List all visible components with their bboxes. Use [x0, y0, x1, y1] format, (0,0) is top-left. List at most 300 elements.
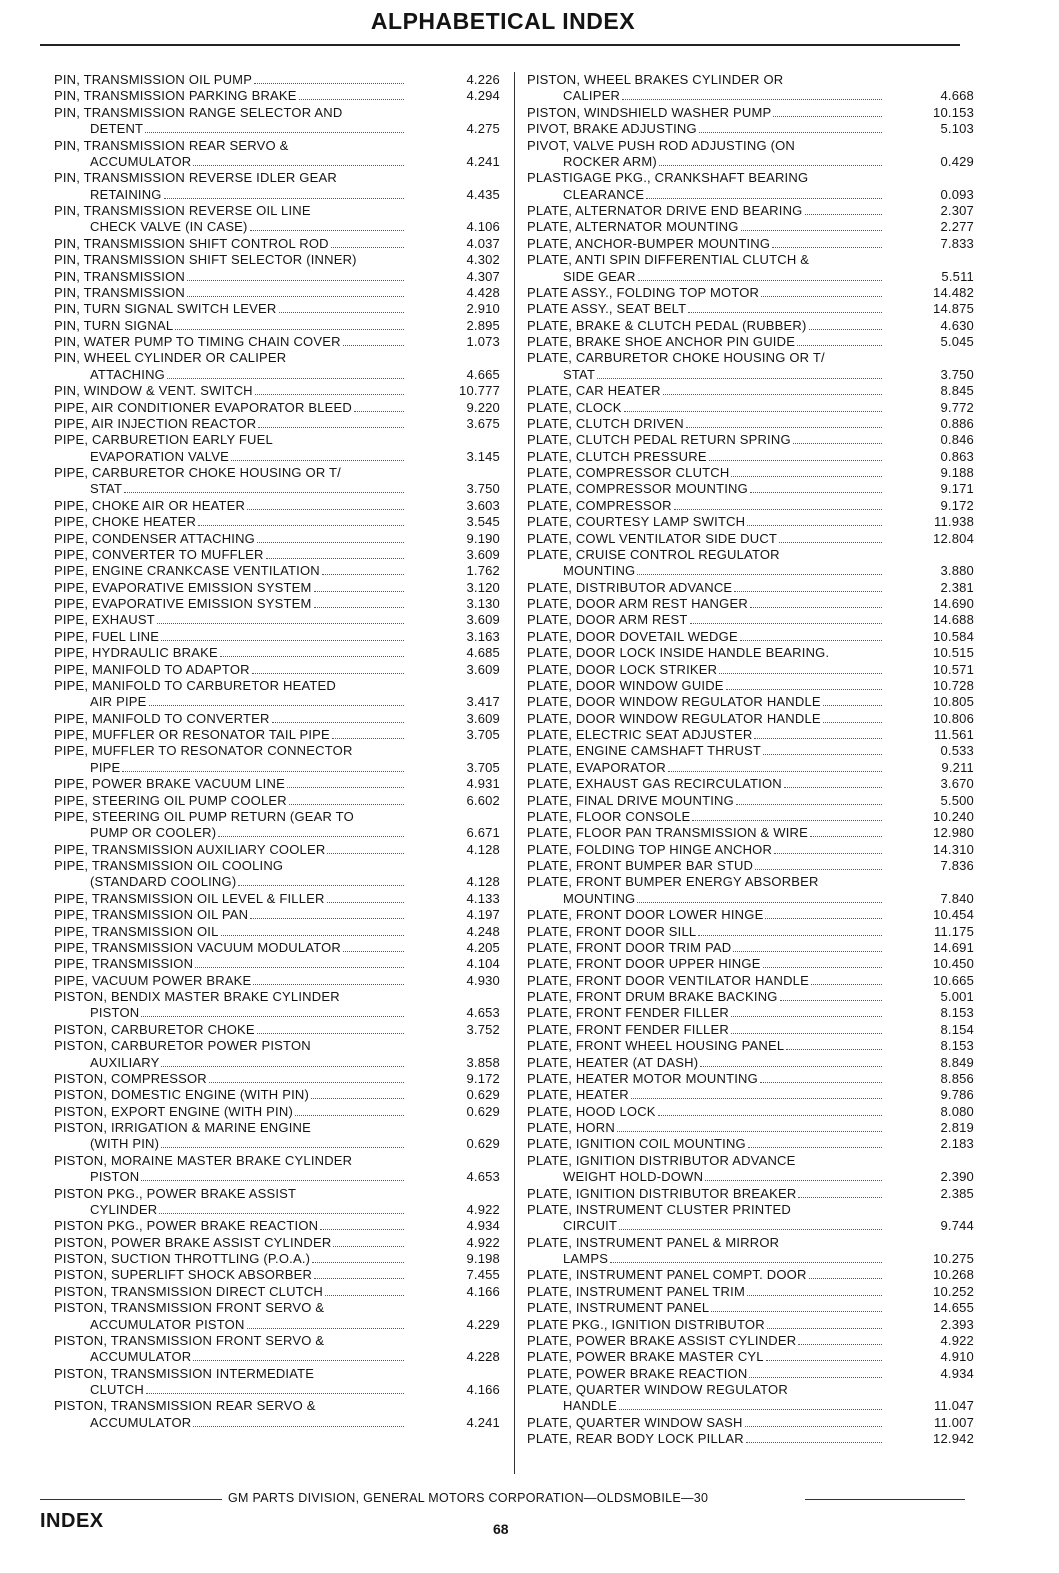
entry-text: CALIPER [563, 88, 621, 104]
page-reference: 0.629 [466, 1136, 500, 1152]
entry-text: PIVOT, BRAKE ADJUSTING [527, 121, 697, 137]
index-entry [54, 1087, 500, 1103]
entry-text: PIN, TRANSMISSION SHIFT SELECTOR (INNER) [54, 252, 357, 268]
entry-text: PIPE, EVAPORATIVE EMISSION SYSTEM [54, 579, 312, 595]
page-reference: 9.172 [466, 1070, 500, 1086]
page-reference: 12.804 [933, 530, 974, 546]
entry-text: PLATE, EXHAUST GAS RECIRCULATION [527, 776, 782, 792]
entry-text: PLATE, FRONT DOOR LOWER HINGE [527, 907, 764, 923]
dot-leader [637, 574, 882, 575]
index-column-left [54, 72, 500, 1431]
dot-leader [700, 1066, 882, 1067]
page-reference: 4.685 [466, 645, 500, 661]
dot-leader [221, 935, 404, 936]
index-entry [527, 138, 974, 154]
index-entry [54, 1267, 500, 1283]
page-reference: 9.220 [466, 399, 500, 415]
dot-leader [320, 1229, 404, 1230]
page-reference: 7.836 [940, 858, 974, 873]
page-reference: 14.875 [933, 301, 974, 317]
index-entry [527, 1022, 974, 1038]
page-reference: 3.120 [466, 579, 500, 595]
page-reference: 12.942 [933, 1431, 974, 1447]
entry-text: PLATE, HEATER [527, 1087, 629, 1103]
entry-text: PIN, TURN SIGNAL [54, 317, 174, 333]
entry-text: CIRCUIT [563, 1218, 618, 1234]
page-reference: 5.103 [940, 121, 974, 137]
entry-text: PLATE PKG., IGNITION DISTRIBUTOR [527, 1316, 765, 1332]
entry-text: PIPE, TRANSMISSION VACUUM MODULATOR [54, 939, 342, 955]
entry-text: PLATE, IGNITION COIL MOUNTING [527, 1136, 746, 1152]
entry-text: PLATE, FRONT BUMPER BAR STUD [527, 858, 754, 873]
dot-leader [167, 378, 404, 379]
dot-leader [122, 771, 404, 772]
entry-text: PLATE, COMPRESSOR CLUTCH [527, 465, 730, 480]
index-entry [54, 400, 500, 416]
dot-leader [332, 738, 404, 739]
entry-text: PLATE, FRONT DOOR TRIM PAD [527, 939, 732, 955]
index-entry [527, 1415, 974, 1431]
entry-text: RETAINING [90, 186, 162, 202]
index-entry [527, 1284, 974, 1300]
entry-text: PLATE, IGNITION DISTRIBUTOR ADVANCE [527, 1152, 796, 1168]
dot-leader [258, 427, 404, 428]
dot-leader [333, 1246, 404, 1247]
page-reference: 6.602 [466, 792, 500, 808]
entry-text: PIPE, EXHAUST [54, 612, 155, 628]
page-reference: 9.188 [940, 465, 974, 480]
index-entry [54, 72, 500, 88]
entry-text: PIN, TRANSMISSION PARKING BRAKE [54, 88, 297, 104]
index-entry [54, 547, 500, 563]
page-reference: 9.190 [466, 530, 500, 546]
index-entry [527, 1104, 974, 1120]
dot-leader [187, 280, 404, 281]
index-entry [527, 285, 974, 301]
index-entry [54, 678, 500, 694]
page-reference: 2.390 [940, 1169, 974, 1185]
dot-leader [731, 1033, 882, 1034]
index-entry [527, 776, 974, 792]
dot-leader [299, 99, 404, 100]
dot-leader [763, 967, 882, 968]
dot-leader [779, 542, 882, 543]
page-reference: 4.128 [466, 874, 500, 890]
entry-text: ACCUMULATOR [90, 1414, 192, 1430]
page-reference: 3.145 [466, 448, 500, 464]
page-reference: 0.629 [466, 1087, 500, 1103]
page-reference: 9.772 [940, 399, 974, 415]
dot-leader [780, 1000, 882, 1001]
page-reference: 8.153 [940, 1038, 974, 1054]
index-entry [54, 645, 500, 661]
dot-leader [767, 1328, 882, 1329]
entry-text: PISTON, DOMESTIC ENGINE (WITH PIN) [54, 1087, 310, 1103]
page-reference: 12.980 [933, 825, 974, 841]
entry-text: PLATE, CLOCK [527, 399, 622, 415]
footer-credit: GM PARTS DIVISION, GENERAL MOTORS CORPORATION—OLDSMOBILE—30 [228, 1491, 709, 1505]
entry-text: PLATE, INSTRUMENT PANEL TRIM [527, 1283, 745, 1299]
entry-text: PLATE, DOOR ARM REST [527, 612, 688, 628]
index-entry [54, 1153, 500, 1169]
entry-text: PISTON, TRANSMISSION FRONT SERVO & [54, 1300, 325, 1316]
entry-text: PLATE, HORN [527, 1120, 615, 1135]
page-reference: 10.252 [933, 1283, 974, 1299]
page-reference: 4.653 [466, 1169, 500, 1185]
entry-text: PIN, WHEEL CYLINDER OR CALIPER [54, 350, 287, 366]
dot-leader [146, 1393, 404, 1394]
page-reference: 3.675 [466, 415, 500, 431]
entry-text: PISTON PKG., POWER BRAKE REACTION [54, 1218, 319, 1234]
entry-text: PLATE, REAR BODY LOCK PILLAR [527, 1431, 744, 1447]
entry-text: PIPE, MUFFLER TO RESONATOR CONNECTOR [54, 743, 353, 759]
index-entry [527, 612, 974, 628]
index-entry [54, 1120, 500, 1136]
page-reference: 8.856 [940, 1070, 974, 1086]
index-entry-continuation [527, 891, 974, 907]
dot-leader [659, 165, 882, 166]
entry-text: PLATE, FRONT FENDER FILLER [527, 1005, 729, 1021]
dot-leader [327, 853, 404, 854]
index-entry [527, 121, 974, 137]
entry-text: PIPE, CARBURETOR CHOKE HOUSING OR T/ [54, 465, 341, 480]
page-reference: 2.183 [940, 1136, 974, 1152]
dot-leader [686, 427, 882, 428]
dot-leader [726, 689, 882, 690]
entry-text: ACCUMULATOR [90, 153, 192, 169]
entry-text: PLATE, IGNITION DISTRIBUTOR BREAKER [527, 1185, 797, 1201]
page-reference: 0.429 [940, 153, 974, 169]
page-reference: 3.750 [940, 366, 974, 382]
dot-leader [798, 1197, 882, 1198]
index-entry [54, 334, 500, 350]
page-reference: 4.275 [466, 121, 500, 137]
index-entry-continuation [54, 1382, 500, 1398]
page-number: 68 [493, 1521, 509, 1537]
page-reference: 4.910 [940, 1349, 974, 1365]
page-reference: 0.846 [940, 432, 974, 448]
page-reference: 9.172 [940, 497, 974, 513]
index-entry [527, 956, 974, 972]
index-entry [527, 514, 974, 530]
dot-leader [343, 345, 404, 346]
dot-leader [809, 1278, 882, 1279]
dot-leader [736, 804, 882, 805]
dot-leader [149, 705, 404, 706]
index-entry [54, 580, 500, 596]
dot-leader [774, 853, 882, 854]
index-entry-continuation [54, 219, 500, 235]
dot-leader [772, 247, 882, 248]
page-reference: 14.688 [933, 612, 974, 628]
index-entry-continuation [54, 449, 500, 465]
entry-text: ACCUMULATOR PISTON [90, 1316, 245, 1332]
entry-text: SIDE GEAR [563, 268, 636, 284]
dot-leader [658, 1115, 882, 1116]
dot-leader [823, 705, 882, 706]
dot-leader [272, 722, 404, 723]
dot-leader [250, 230, 404, 231]
page-reference: 4.665 [466, 366, 500, 382]
dot-leader [312, 1262, 404, 1263]
index-entry [527, 1005, 974, 1021]
page-reference: 4.037 [466, 235, 500, 251]
index-entry [527, 334, 974, 350]
index-entry [527, 449, 974, 465]
dot-leader [773, 116, 882, 117]
dot-leader [690, 623, 882, 624]
index-entry [527, 809, 974, 825]
index-entry [54, 350, 500, 366]
entry-text: HANDLE [563, 1398, 617, 1414]
dot-leader [354, 411, 404, 412]
entry-text: PIN, TRANSMISSION [54, 268, 186, 284]
entry-text: ROCKER ARM) [563, 153, 657, 169]
index-entry [54, 1071, 500, 1087]
page-reference: 2.385 [940, 1185, 974, 1201]
page-reference: 9.744 [940, 1218, 974, 1234]
page-reference: 10.275 [933, 1251, 974, 1266]
entry-text: PIN, TRANSMISSION REVERSE IDLER GEAR [54, 170, 337, 186]
dot-leader [231, 460, 404, 461]
index-entry [527, 383, 974, 399]
index-entry [54, 383, 500, 399]
index-entry [54, 236, 500, 252]
index-entry [527, 416, 974, 432]
index-entry [54, 432, 500, 448]
entry-text: PIPE, EVAPORATIVE EMISSION SYSTEM [54, 596, 312, 611]
page-reference: 14.690 [933, 596, 974, 611]
dot-leader [619, 1409, 882, 1410]
dot-leader [709, 460, 882, 461]
dot-leader [631, 1098, 882, 1099]
entry-text: PIPE, ENGINE CRANKCASE VENTILATION [54, 563, 320, 579]
index-entry [527, 465, 974, 481]
entry-text: PLATE, ELECTRIC SEAT ADJUSTER [527, 727, 753, 742]
entry-text: PIPE, CHOKE AIR OR HEATER [54, 497, 246, 513]
index-entry [527, 236, 974, 252]
index-entry [54, 498, 500, 514]
index-entry [54, 252, 500, 268]
entry-text: PIN, TRANSMISSION RANGE SELECTOR AND [54, 104, 343, 120]
dot-leader [257, 1033, 404, 1034]
entry-text: PLATE, INSTRUMENT PANEL & MIRROR [527, 1234, 780, 1250]
index-entry-continuation [527, 367, 974, 383]
index-entry [527, 498, 974, 514]
entry-text: PISTON, IRRIGATION & MARINE ENGINE [54, 1120, 311, 1135]
index-entry [54, 203, 500, 219]
page-reference: 3.545 [466, 514, 500, 530]
index-entry [527, 760, 974, 776]
index-entry-continuation [54, 1349, 500, 1365]
index-entry [54, 940, 500, 956]
entry-text: AUXILIARY [90, 1054, 160, 1070]
entry-text: PISTON, CARBURETOR CHOKE [54, 1021, 255, 1037]
dot-leader [741, 230, 882, 231]
dot-leader [765, 918, 882, 919]
index-entry [527, 858, 974, 874]
entry-text: PLATE, ANTI SPIN DIFFERENTIAL CLUTCH & [527, 252, 810, 268]
index-entry [54, 514, 500, 530]
entry-text: LAMPS [563, 1251, 609, 1266]
page-reference: 10.806 [933, 710, 974, 726]
index-entry-continuation [54, 1202, 500, 1218]
dot-leader [254, 83, 404, 84]
entry-text: PLATE, ENGINE CAMSHAFT THRUST [527, 743, 762, 759]
dot-leader [218, 836, 404, 837]
index-entry [54, 1398, 500, 1414]
page-reference: 8.154 [940, 1021, 974, 1037]
index-entry [527, 694, 974, 710]
dot-leader [322, 574, 404, 575]
page-reference: 4.133 [466, 890, 500, 906]
index-entry [54, 776, 500, 792]
dot-leader [193, 1360, 404, 1361]
index-entry [54, 1235, 500, 1251]
entry-text: STAT [90, 481, 123, 497]
page-reference: 4.922 [466, 1234, 500, 1250]
entry-text: PLATE, HOOD LOCK [527, 1103, 656, 1119]
index-entry [527, 793, 974, 809]
index-entry-continuation [527, 1169, 974, 1185]
page-reference: 10.153 [933, 104, 974, 120]
page-reference: 10.454 [933, 907, 974, 923]
index-entry [527, 1087, 974, 1103]
page-reference: 0.093 [940, 186, 974, 202]
entry-text: MOUNTING [563, 890, 636, 906]
page-reference: 3.750 [466, 481, 500, 497]
entry-text: PIPE, TRANSMISSION AUXILIARY COOLER [54, 841, 326, 857]
entry-text: PLATE, COMPRESSOR MOUNTING [527, 481, 748, 497]
dot-leader [255, 394, 404, 395]
dot-leader [734, 591, 882, 592]
index-entry [527, 874, 974, 890]
index-entry [527, 1267, 974, 1283]
dot-leader [805, 214, 882, 215]
dot-leader [797, 345, 882, 346]
dot-leader [161, 1066, 404, 1067]
dot-leader [745, 1426, 882, 1427]
column-divider [514, 72, 515, 1474]
entry-text: PISTON [90, 1169, 140, 1185]
index-entry-continuation [54, 1415, 500, 1431]
index-entry-continuation [54, 481, 500, 497]
entry-text: PIPE, MANIFOLD TO CONVERTER [54, 710, 270, 726]
entry-text: PIPE [90, 759, 121, 775]
entry-text: PIN, TRANSMISSION REVERSE OIL LINE [54, 203, 311, 218]
dot-leader [250, 918, 404, 919]
index-entry [54, 1022, 500, 1038]
dot-leader [295, 1115, 404, 1116]
dot-leader [698, 935, 882, 936]
entry-text: PIN, WINDOW & VENT. SWITCH [54, 383, 253, 399]
entry-text: PIPE, POWER BRAKE VACUUM LINE [54, 776, 285, 792]
entry-text: PLATE, POWER BRAKE MASTER CYL [527, 1349, 764, 1365]
page-reference: 0.629 [466, 1103, 500, 1119]
dot-leader [793, 443, 882, 444]
entry-text: PIN, TURN SIGNAL SWITCH LEVER [54, 301, 277, 317]
page-reference: 4.205 [466, 939, 500, 955]
index-entry [527, 1071, 974, 1087]
index-entry-continuation [527, 1218, 974, 1234]
page-reference: 3.609 [466, 661, 500, 677]
index-entry-continuation [54, 1169, 500, 1185]
index-entry [527, 252, 974, 268]
index-entry [54, 924, 500, 940]
page-reference: 11.938 [934, 514, 974, 530]
dot-leader [823, 722, 882, 723]
index-entry-continuation [54, 121, 500, 137]
dot-leader [798, 1344, 882, 1345]
index-entry [527, 662, 974, 678]
index-entry [54, 465, 500, 481]
page-reference: 2.910 [466, 301, 500, 317]
page-reference: 14.691 [933, 939, 974, 955]
page-reference: 9.211 [941, 759, 974, 775]
page-reference: 11.561 [934, 727, 974, 742]
page-reference: 4.228 [466, 1349, 500, 1365]
entry-text: PIPE, TRANSMISSION OIL [54, 923, 219, 939]
index-entry [527, 1235, 974, 1251]
entry-text: PLATE, POWER BRAKE ASSIST CYLINDER [527, 1332, 797, 1348]
page-reference: 9.198 [466, 1251, 500, 1266]
index-entry-continuation [54, 1136, 500, 1152]
page-reference: 1.073 [466, 334, 500, 349]
index-entry [527, 531, 974, 547]
page-reference: 3.609 [466, 710, 500, 726]
dot-leader [159, 1213, 404, 1214]
dot-leader [663, 394, 882, 395]
index-entry [527, 1120, 974, 1136]
entry-text: CYLINDER [90, 1201, 158, 1217]
entry-text: PLATE, CLUTCH PEDAL RETURN SPRING [527, 432, 791, 448]
dot-leader [692, 820, 882, 821]
dot-leader [597, 378, 882, 379]
index-entry [527, 989, 974, 1005]
page-reference: 10.665 [933, 972, 974, 988]
entry-text: PLATE, COWL VENTILATOR SIDE DUCT [527, 530, 778, 546]
page-reference: 2.895 [466, 317, 500, 333]
dot-leader [731, 1016, 882, 1017]
page-reference: 3.130 [466, 596, 500, 611]
index-entry [54, 1284, 500, 1300]
dot-leader [195, 967, 404, 968]
index-entry [527, 1431, 974, 1447]
page-reference: 2.381 [940, 579, 974, 595]
entry-text: PLATE, ALTERNATOR MOUNTING [527, 219, 739, 235]
dot-leader [748, 1147, 882, 1148]
entry-text: PIPE, STEERING OIL PUMP COOLER [54, 792, 287, 808]
entry-text: (STANDARD COOLING) [90, 874, 237, 890]
dot-leader [810, 836, 882, 837]
entry-text: PLATE, BRAKE SHOE ANCHOR PIN GUIDE [527, 334, 796, 349]
page-reference: 8.845 [940, 383, 974, 399]
dot-leader [124, 492, 404, 493]
page-reference: 4.922 [940, 1332, 974, 1348]
entry-text: PIN, WATER PUMP TO TIMING CHAIN COVER [54, 334, 341, 349]
dot-leader [175, 329, 404, 330]
dot-leader [257, 542, 404, 543]
index-entry [54, 743, 500, 759]
dot-leader [247, 509, 404, 510]
entry-text: PLATE ASSY., SEAT BELT [527, 301, 687, 317]
index-entry [54, 662, 500, 678]
entry-text: PIPE, STEERING OIL PUMP RETURN (GEAR TO [54, 808, 354, 824]
entry-text: PLATE, CARBURETOR CHOKE HOUSING OR T/ [527, 350, 825, 366]
page-reference: 3.705 [466, 759, 500, 775]
page-reference: 11.007 [934, 1414, 974, 1430]
dot-leader [766, 1360, 882, 1361]
